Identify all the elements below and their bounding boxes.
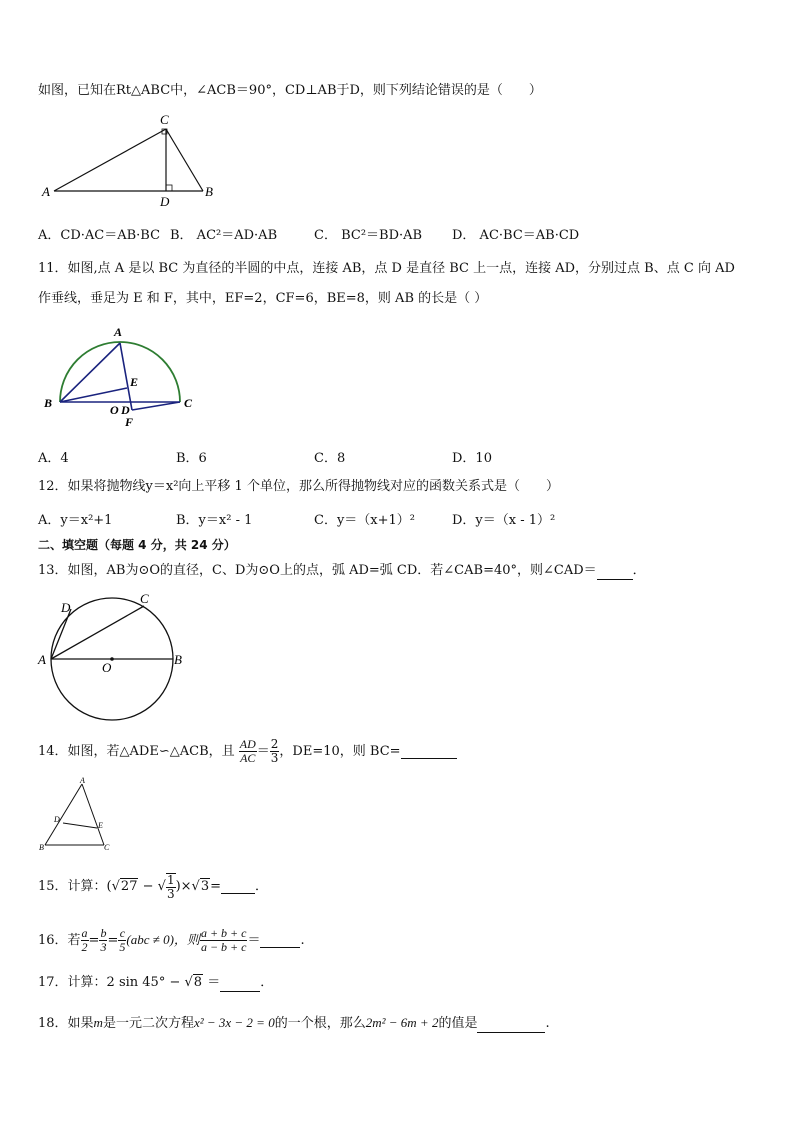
q15-end: ．: [255, 879, 269, 894]
q11-label-e: E: [130, 375, 139, 389]
q11-label-f: F: [125, 415, 134, 429]
q11-text-line1: 11．如图,点 A 是以 BC 为直径的半圆的中点，连接 AB，点 D 是直径 BC 上一点，连接 AD，分别过点 B、点 C 向 AD: [38, 261, 735, 276]
q11-option-c: C．8: [314, 451, 346, 466]
q11-label-d: D: [121, 403, 130, 417]
q13-figure: [34, 588, 194, 728]
q12-text: 12．如果将抛物线y＝x²向上平移 1 个单位，那么所得抛物线对应的函数关系式是（ ）: [38, 479, 559, 494]
q11-label-o: O: [110, 403, 119, 417]
q11-option-a: A．4: [38, 451, 69, 466]
q10-option-c: C． BC²＝BD·AB: [314, 228, 423, 243]
q13-label-b: B: [174, 652, 182, 667]
q10-text: 如图，已知在Rt△ABC中，∠ACB＝90°，CD⊥AB于D，则下列结论错误的是（ ）: [38, 83, 542, 98]
q11-text-line2: 作垂线，垂足为 E 和 F，其中，EF=2，CF=6，BE=8，则 AB 的长是（ ）: [38, 291, 488, 306]
q12-option-b: B．y＝x² - 1: [176, 513, 253, 528]
q15-mid: )×: [175, 879, 192, 894]
q14-frac2-den: 3: [270, 751, 279, 765]
q18-answer-blank[interactable]: [477, 1018, 545, 1033]
q15-sqrt3: √3: [191, 879, 210, 894]
q12-option-d: D．y＝（x - 1）²: [452, 513, 556, 528]
q14-figure: [36, 776, 116, 854]
q14-text: [38, 734, 457, 770]
q14-answer-blank[interactable]: [401, 744, 457, 759]
q18-mid1: 是一元二次方程: [102, 1016, 194, 1031]
q10-option-a: A．CD·AC＝AB·BC: [38, 228, 161, 243]
q14-fraction-2-3: [270, 738, 280, 765]
q10-option-d: D． AC·BC＝AB·CD: [452, 228, 580, 243]
q14-frac1-den: AC: [240, 751, 256, 765]
q14-label-e: E: [98, 821, 103, 830]
q16-post: ＝: [247, 933, 261, 948]
q14-label-d: D: [54, 815, 60, 824]
q13-answer-blank[interactable]: [597, 565, 633, 580]
q13-text: [38, 562, 646, 580]
q13-label-o: O: [102, 660, 112, 675]
q11-label-c: C: [184, 396, 193, 410]
q17-end: ．: [260, 975, 274, 990]
q14-label-a: A: [80, 776, 85, 785]
q11-option-b: B．6: [176, 451, 207, 466]
q15-text: [38, 870, 268, 904]
q14-label-c: C: [104, 843, 110, 852]
q17-pre: 17．计算：2 sin 45° −: [38, 975, 185, 990]
q10-label-c: C: [160, 112, 169, 127]
q14-label-b: B: [39, 843, 44, 852]
q14-eq: ＝: [256, 744, 270, 759]
q18-mid2: 的一个根，那么: [274, 1016, 366, 1031]
q15-pre: 15．计算：(: [38, 879, 112, 894]
q13-label-c: C: [140, 591, 149, 606]
q15-sqrt27: √27: [111, 879, 138, 894]
q16-frac-expr: $\frac{a + b + c}{a - b + c}$: [200, 926, 247, 954]
q16-condition: (abc ≠ 0)，则: [126, 932, 200, 947]
q13-end: ．: [632, 563, 646, 578]
q14-pre: 14．如图，若△ADE∽△ACB，且: [38, 744, 235, 759]
q16-frac-a2: $\frac{a}{2}$: [81, 926, 88, 954]
q10-label-d: D: [160, 194, 170, 209]
q10-figure: [38, 112, 228, 212]
q15-post: =: [210, 879, 222, 894]
section2-title: 二、填空题（每题 4 分，共 24 分）: [38, 538, 236, 552]
q15-minus: −: [138, 879, 158, 894]
q18-pre: 18．如果: [38, 1016, 94, 1031]
q13-question: 13．如图，AB为⊙O的直径，C、D为⊙O上的点，弧 AD=弧 CD．若∠CAB=40°，则∠CAD＝: [38, 563, 597, 578]
q14-post: ，DE=10，则 BC=: [279, 744, 401, 759]
q10-label-a: A: [42, 184, 50, 199]
q18-post: 的值是: [438, 1016, 478, 1031]
q12-option-a: A．y＝x²+1: [38, 513, 113, 528]
q18-expression: 2m² − 6m + 2: [365, 1015, 439, 1030]
q12-option-c: C．y＝（x+1）²: [314, 513, 415, 528]
q16-pre: 16．若: [38, 933, 81, 948]
q18-end: .: [545, 1016, 550, 1031]
q11-option-d: D．10: [452, 451, 492, 466]
q11-label-b: B: [44, 396, 53, 410]
q13-label-d: D: [61, 600, 71, 615]
q17-answer-blank[interactable]: [220, 977, 260, 992]
q14-frac1-num: AD: [239, 737, 256, 751]
q16-end: .: [300, 933, 305, 948]
q14-fraction-ad-ac: [239, 738, 257, 765]
q18-text: [38, 1014, 550, 1033]
q16-frac-c5: $\frac{c}{5}$: [119, 926, 126, 954]
q14-frac2-num: 2: [270, 737, 279, 751]
q17-sqrt8: √8: [184, 975, 203, 990]
q11-label-a: A: [114, 325, 123, 339]
q17-text: [38, 974, 273, 992]
q13-label-a: A: [38, 652, 46, 667]
q18-equation: x² − 3x − 2 = 0: [193, 1015, 275, 1030]
q10-option-b: B． AC²＝AD·AB: [170, 228, 278, 243]
q15-sqrt-frac: √ $\frac{1}{3}$: [157, 872, 175, 901]
q17-post: ＝: [203, 975, 221, 990]
q11-figure: [38, 322, 208, 432]
q16-frac-b3: $\frac{b}{3}$: [100, 926, 107, 954]
q18-m: m: [93, 1015, 103, 1030]
q15-answer-blank[interactable]: [221, 879, 255, 894]
q10-label-b: B: [205, 184, 213, 199]
q16-text: 16．若 $\frac{a}{2}$ = $\frac{b}{3}$ = $\frac{c}{5}$ (abc ≠ 0)，则 $\frac{a + b + c}{a - b + c}$ ＝ .: [38, 926, 305, 954]
q16-answer-blank[interactable]: [260, 933, 300, 948]
